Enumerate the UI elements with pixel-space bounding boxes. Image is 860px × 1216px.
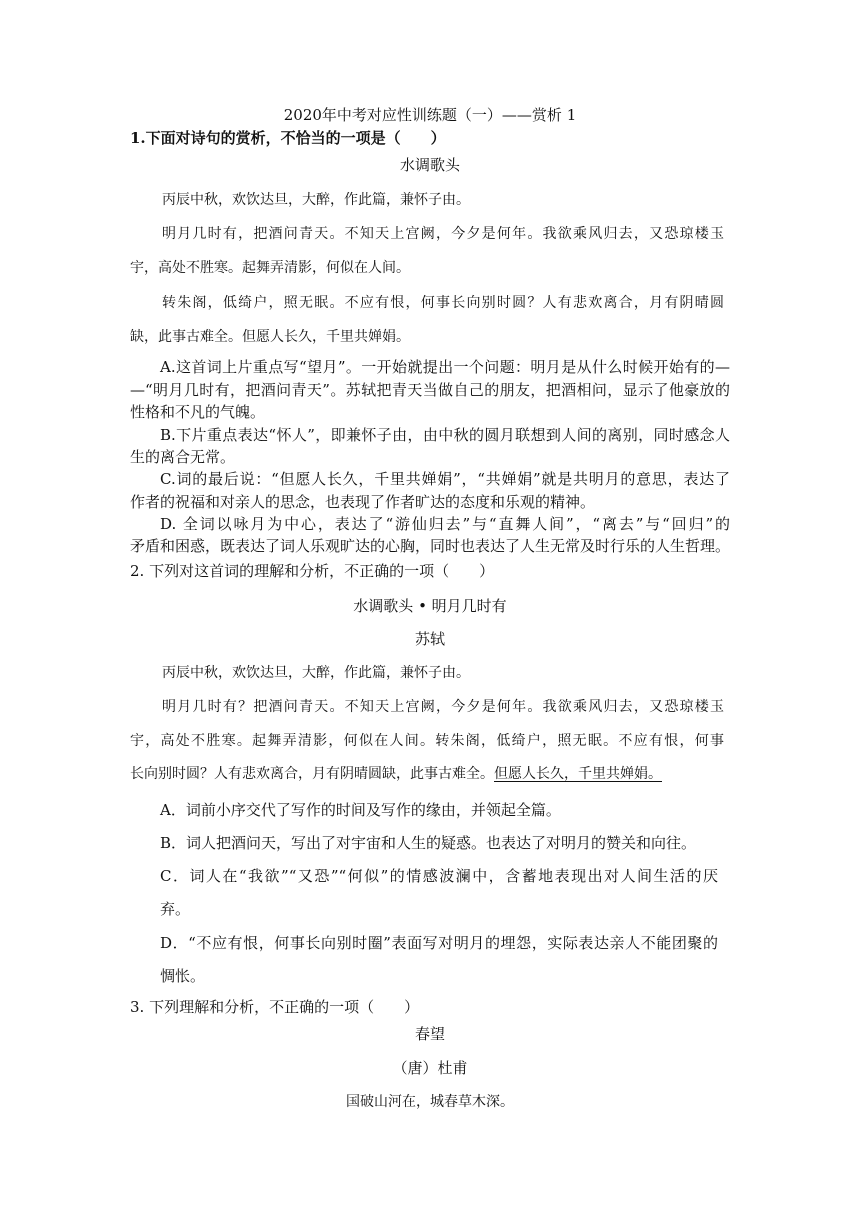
q1-poem-line: 转朱阁，低绮户，照无眠。不应有恨，何事长向别时圆？人有悲欢离合，月有阴晴圆 (162, 295, 724, 311)
q1-poem-line: 明月几时有，把酒问青天。不知天上宫阙，今夕是何年。我欲乘风归去，又恐琼楼玉 (162, 226, 724, 242)
doc-title: 2020年中考对应性训练题（一）——赏析 1 (283, 106, 577, 124)
q1-option-c: C.词的最后说：“但愿人长久，千里共婵娟”，“共婵娟”就是共明月的意思，表达了 (160, 470, 730, 488)
q1-option-a: A.这首词上片重点写“望月”。一开始就提出一个问题：明月是从什么时候开始有的— (160, 358, 730, 376)
q3-poem-author: （唐）杜甫 (392, 1059, 468, 1077)
q2-poem-title: 水调歌头 • 明月几时有 (353, 597, 507, 615)
q2-option-c: 弃。 (160, 900, 191, 918)
q1-option-a: —“明月几时有，把酒问青天”。苏轼把青天当做自己的朋友，把酒相问，显示了他豪放的 (130, 381, 730, 399)
q2-option-a: A．词前小序交代了写作的时间及写作的缘由，并领起全篇。 (160, 801, 561, 819)
q2-poem-line: 宇，高处不胜寒。起舞弄清影，何似在人间。转朱阁，低绮户，照无眠。不应有恨，何事 (130, 733, 724, 749)
q1-poem-title: 水调歌头 (399, 156, 460, 174)
q1-option-b: 生的离合无常。 (130, 448, 236, 466)
q2-option-c: C．词人在“我欲”“又恐”“何似”的情感波澜中，含蓄地表现出对人间生活的厌 (160, 867, 718, 885)
q1-option-c: 作者的祝福和对亲人的思念，也表现了作者旷达的态度和乐观的精神。 (130, 493, 596, 511)
q1-option-d: D. 全词以咏月为中心，表达了“游仙归去”与“直舞人间”，“离去”与“回归”的 (160, 515, 730, 533)
q3-poem-title: 春望 (414, 1025, 445, 1043)
q2-poem-author: 苏轼 (414, 630, 445, 648)
q1-poem-line: 缺，此事古难全。但愿人长久，千里共婵娟。 (130, 329, 410, 345)
q3-stem: 3. 下列理解和分析，不正确的一项（ ） (130, 998, 420, 1016)
q1-option-b: B.下片重点表达“怀人”，即兼怀子由，由中秋的圆月联想到人间的离别，同时感念人 (160, 426, 730, 444)
q2-poem-line: 丙辰中秋，欢饮达旦，大醉，作此篇，兼怀子由。 (162, 665, 470, 681)
q2-poem-line-text: 长向别时圆？人有悲欢离合，月有阴晴圆缺，此事古难全。 (130, 766, 494, 782)
q1-poem-line: 丙辰中秋，欢饮达旦，大醉，作此篇，兼怀子由。 (162, 192, 470, 208)
q1-option-d: 矛盾和困惑，既表达了词人乐观旷达的心胸，同时也表达了人生无常及时行乐的人生哲理。 (130, 537, 731, 555)
q1-poem-line: 宇，高处不胜寒。起舞弄清影，何似在人间。 (130, 260, 410, 276)
q2-poem-line (130, 767, 662, 781)
q2-underlined-line: 但愿人长久，千里共婵娟。 (494, 766, 662, 782)
q2-poem-line: 明月几时有？把酒问青天。不知天上宫阙，今夕是何年。我欲乘风归去，又恐琼楼玉 (162, 699, 724, 715)
q1-option-a: 性格和不凡的气魄。 (130, 403, 266, 421)
q1-stem: 1.下面对诗句的赏析，不恰当的一项是（ ） (130, 129, 446, 147)
q2-option-d: D．“不应有恨，何事长向别时圈”表面写对明月的埋怨，实际表达亲人不能团聚的 (160, 934, 718, 952)
q2-option-b: B．词人把酒问天，写出了对宇宙和人生的疑惑。也表达了对明月的赞关和向往。 (160, 834, 697, 852)
q2-stem: 2. 下列对这首词的理解和分析，不正确的一项（ ） (130, 562, 495, 580)
q2-option-d: 惆怅。 (160, 967, 206, 985)
q3-poem-line: 国破山河在，城春草木深。 (346, 1094, 514, 1110)
